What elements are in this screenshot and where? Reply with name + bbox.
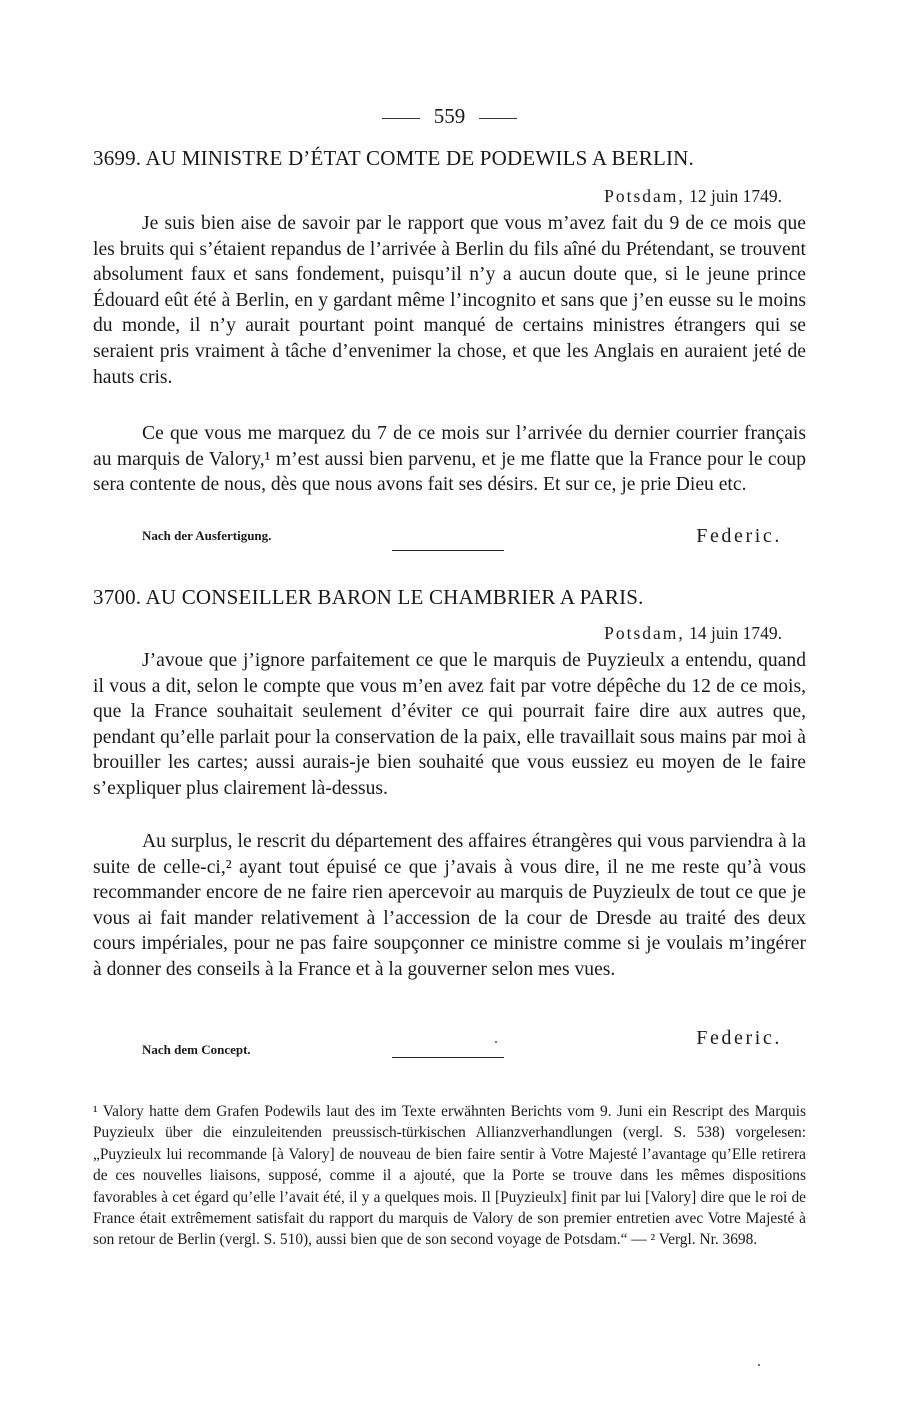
book-page <box>93 0 806 1404</box>
letter-place: Potsdam, <box>604 186 685 206</box>
stray-dot <box>758 1364 760 1366</box>
header-dash-left <box>382 118 420 119</box>
source-note: Nach der Ausfertigung. <box>142 528 272 543</box>
page-header <box>93 104 806 129</box>
signature: Federic. <box>696 525 782 547</box>
source-note: Nach dem Concept. <box>142 1042 251 1057</box>
footnotes: ¹ Valory hatte dem Grafen Podewils laut des im Texte erwähnten Berichts vom 9. Juni ein Rescript des Marquis Puyzieulx über die einzuleitenden preussisch-türkischen Allianzverhandlungen (vergl. S. 538) vorgelesen: „Puyzieulx lui recommande [à Valory] de nouveau de bien faire sentir à Votre Majesté l’avantage qu’Elle retirera de ces nouvelles liaisons, supposé, comme il a ajouté, que la Porte se trouve dans les mêmes dispositions favorables à cet égard qu’elle l’avait été, il y a quelques mois. Il [Puyzieulx] finit par lui [Valory] dire que le roi de France était extrêmement satisfait du rapport du marquis de Valory de son premier entretien avec Votre Majesté à son retour de Berlin (vergl. S. 510), aussi bien que de son second voyage de Potsdam.“ — ² Vergl. Nr. 3698. <box>93 1103 806 1249</box>
header-dash-right <box>479 118 517 119</box>
letter-paragraph: Ce que vous me marquez du 7 de ce mois sur l’arrivée du dernier courrier français au marquis de Valory,¹ m’est aussi bien parvenu, et je me flatte que la France pour le coup sera contente de nous, dès que nous avons fait ses désirs. Et sur ce, je prie Dieu etc. <box>93 423 806 496</box>
letter-paragraph: Au surplus, le rescrit du département des affaires étrangères qui vous parviendra à la suite de celle-ci,² ayant tout épuisé ce que j’avais à vous dire, il ne me reste qu’à vous recommander encore de ne faire rien apercevoir au marquis de Puyzieulx de tout ce que je vous ai fait mander relativement à l’accession de la cour de Dresde au traité des deux cours impériales, pour ne pas faire soupçonner ce ministre comme si je voulais m’ingérer à donner des conseils à la France et à la gouverner selon mes vues. <box>93 831 806 980</box>
signature: Federic. <box>696 1027 782 1049</box>
letter-place-date <box>604 186 782 207</box>
letter-title: 3699. AU MINISTRE D’ÉTAT COMTE DE PODEWILS A BERLIN. <box>93 146 694 170</box>
section-rule <box>392 550 504 551</box>
stray-dot <box>495 1041 497 1043</box>
letter-paragraph: J’avoue que j’ignore parfaitement ce que le marquis de Puyzieulx a entendu, quand il vous a dit, selon le compte que vous m’en avez fait par votre dépêche du 12 de ce mois, que la France souhaitait seulement d’éviter ce qui pourrait faire dire aux autres que, pendant qu’elle parlait pour la conservation de la paix, elle travaillait sous mains par moi à brouiller les cartes; aussi aurais-je bien souhaité que vous eussiez eu moyen de le faire s’expliquer plus clairement là-dessus. <box>93 650 806 799</box>
letter-paragraph: Je suis bien aise de savoir par le rapport que vous m’avez fait du 9 de ce mois que les bruits qui s’étaient repandus de l’arrivée à Berlin du fils aîné du Prétendant, se trouvent absolument faux et sans fondement, puisqu’il n’y a aucun doute que, si le jeune prince Édouard eût été à Berlin, en y gardant même l’incognito et sans que j’en eusse su le moins du monde, il n’y aurait pourtant point manqué de certains ministres étrangers qui se seraient pris vraiment à tâche d’envenimer la chose, et que les Anglais en auraient jeté de hauts cris. <box>93 213 806 388</box>
page-number: 559 <box>433 104 466 128</box>
letter-title: 3700. AU CONSEILLER BARON LE CHAMBRIER A PARIS. <box>93 585 644 609</box>
letter-date: 14 juin 1749. <box>689 623 782 643</box>
letter-place: Potsdam, <box>604 623 685 643</box>
letter-place-date <box>604 623 782 644</box>
section-rule <box>392 1057 504 1058</box>
letter-date: 12 juin 1749. <box>689 186 782 206</box>
